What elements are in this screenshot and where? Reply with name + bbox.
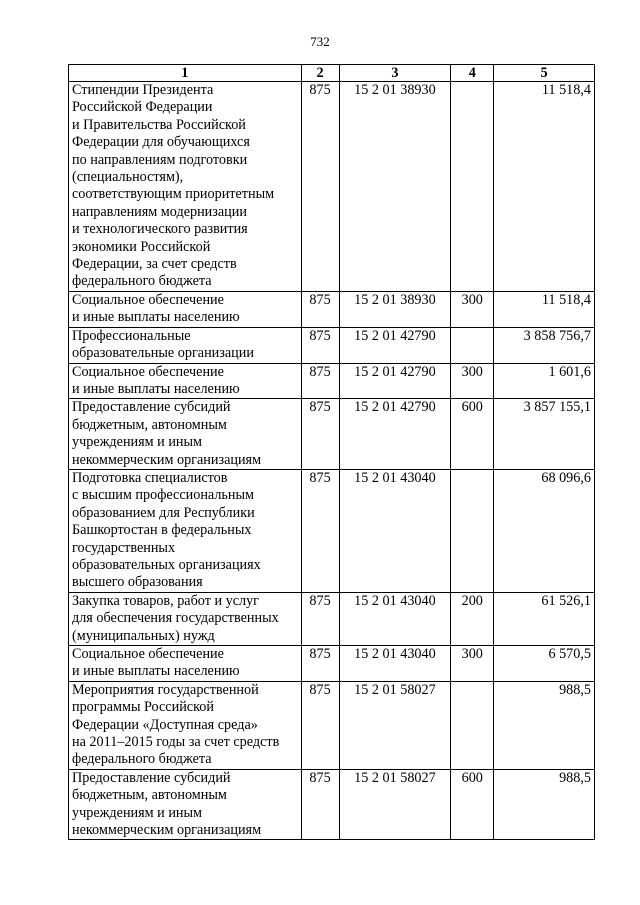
amount-cell: 988,5 bbox=[494, 769, 595, 840]
table-row bbox=[69, 327, 595, 363]
target-article-cell: 15 2 01 43040 bbox=[339, 592, 451, 645]
table-row bbox=[69, 646, 595, 682]
ministry-code-cell: 875 bbox=[301, 399, 339, 470]
target-article-cell: 15 2 01 42790 bbox=[339, 399, 451, 470]
target-article-cell: 15 2 01 43040 bbox=[339, 646, 451, 682]
expense-type-cell bbox=[451, 327, 494, 363]
ministry-code-cell: 875 bbox=[301, 291, 339, 327]
row-name-cell: Социальное обеспечение и иные выплаты населению bbox=[69, 363, 302, 399]
amount-cell: 1 601,6 bbox=[494, 363, 595, 399]
row-name-cell: Подготовка специалистов с высшим профессиональным образованием для Республики Башкортостан в федеральных государственных образовательных организациях высшего образования bbox=[69, 469, 302, 592]
row-name-cell: Социальное обеспечение и иные выплаты населению bbox=[69, 646, 302, 682]
table-row bbox=[69, 592, 595, 645]
ministry-code-cell: 875 bbox=[301, 327, 339, 363]
amount-cell: 68 096,6 bbox=[494, 469, 595, 592]
row-name-cell: Предоставление субсидий бюджетным, автономным учреждениям и иным некоммерческим организациям bbox=[69, 769, 302, 840]
page-number: 732 bbox=[310, 34, 330, 49]
amount-cell: 11 518,4 bbox=[494, 82, 595, 292]
row-name-cell: Профессиональные образовательные организации bbox=[69, 327, 302, 363]
amount-cell: 11 518,4 bbox=[494, 291, 595, 327]
column-header-5: 5 bbox=[494, 65, 595, 82]
target-article-cell: 15 2 01 38930 bbox=[339, 82, 451, 292]
table-header-row bbox=[69, 65, 595, 82]
amount-cell: 988,5 bbox=[494, 681, 595, 769]
table-row bbox=[69, 469, 595, 592]
row-name-cell: Мероприятия государственной программы Российской Федерации «Доступная среда» на 2011–2015 годы за счет средств федерального бюджета bbox=[69, 681, 302, 769]
amount-cell: 3 858 756,7 bbox=[494, 327, 595, 363]
expense-type-cell: 600 bbox=[451, 399, 494, 470]
target-article-cell: 15 2 01 38930 bbox=[339, 291, 451, 327]
table-row bbox=[69, 291, 595, 327]
ministry-code-cell: 875 bbox=[301, 363, 339, 399]
ministry-code-cell: 875 bbox=[301, 681, 339, 769]
target-article-cell: 15 2 01 42790 bbox=[339, 327, 451, 363]
target-article-cell: 15 2 01 42790 bbox=[339, 363, 451, 399]
column-header-2: 2 bbox=[301, 65, 339, 82]
column-header-4: 4 bbox=[451, 65, 494, 82]
budget-table bbox=[68, 64, 595, 840]
table-row bbox=[69, 399, 595, 470]
expense-type-cell: 200 bbox=[451, 592, 494, 645]
row-name-cell: Стипендии Президента Российской Федерации и Правительства Российской Федерации для обучающихся по направлениям подготовки (специальностям), соответствующим приоритетным направлениям модернизации и технологического развития экономики Российской Федерации, за счет средств федерального бюджета bbox=[69, 82, 302, 292]
table-row bbox=[69, 681, 595, 769]
row-name-cell: Социальное обеспечение и иные выплаты населению bbox=[69, 291, 302, 327]
table-row bbox=[69, 769, 595, 840]
amount-cell: 6 570,5 bbox=[494, 646, 595, 682]
column-header-1: 1 bbox=[69, 65, 302, 82]
target-article-cell: 15 2 01 58027 bbox=[339, 769, 451, 840]
expense-type-cell bbox=[451, 82, 494, 292]
row-name-cell: Закупка товаров, работ и услуг для обеспечения государственных (муниципальных) нужд bbox=[69, 592, 302, 645]
expense-type-cell bbox=[451, 681, 494, 769]
expense-type-cell: 300 bbox=[451, 363, 494, 399]
table-row bbox=[69, 363, 595, 399]
ministry-code-cell: 875 bbox=[301, 769, 339, 840]
column-header-3: 3 bbox=[339, 65, 451, 82]
ministry-code-cell: 875 bbox=[301, 469, 339, 592]
table-row bbox=[69, 82, 595, 292]
target-article-cell: 15 2 01 43040 bbox=[339, 469, 451, 592]
expense-type-cell: 600 bbox=[451, 769, 494, 840]
ministry-code-cell: 875 bbox=[301, 592, 339, 645]
amount-cell: 61 526,1 bbox=[494, 592, 595, 645]
expense-type-cell bbox=[451, 469, 494, 592]
ministry-code-cell: 875 bbox=[301, 82, 339, 292]
ministry-code-cell: 875 bbox=[301, 646, 339, 682]
expense-type-cell: 300 bbox=[451, 646, 494, 682]
amount-cell: 3 857 155,1 bbox=[494, 399, 595, 470]
target-article-cell: 15 2 01 58027 bbox=[339, 681, 451, 769]
row-name-cell: Предоставление субсидий бюджетным, автономным учреждениям и иным некоммерческим организациям bbox=[69, 399, 302, 470]
expense-type-cell: 300 bbox=[451, 291, 494, 327]
